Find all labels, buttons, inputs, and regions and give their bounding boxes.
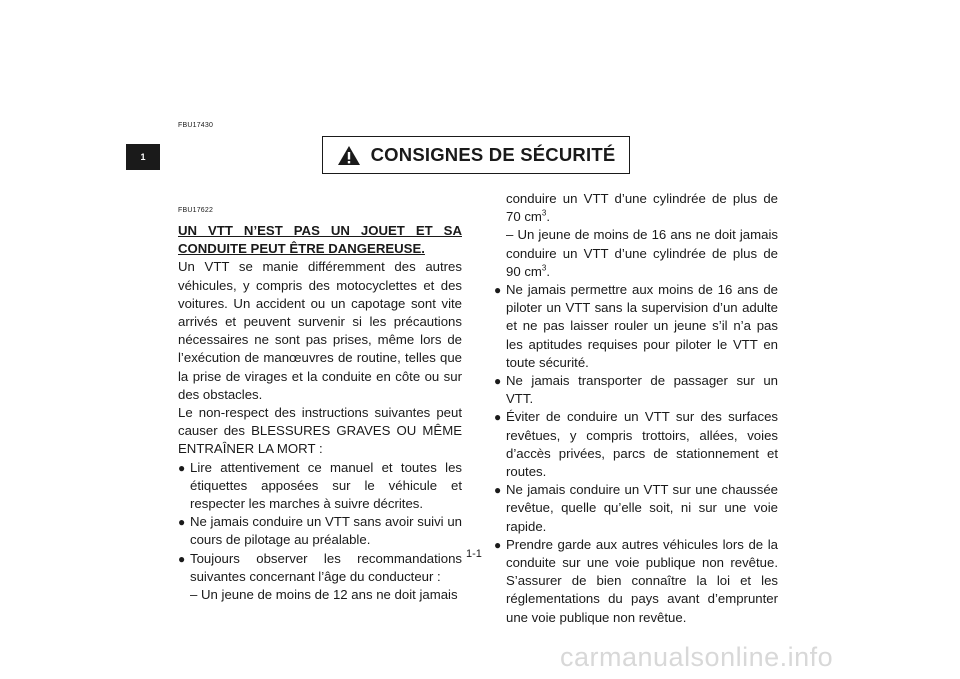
list-item: ● Ne jamais transporter de passager sur un VTT. (494, 373, 778, 407)
warning-heading: UN VTT N’EST PAS UN JOUET ET SA CONDUITE PEUT ÊTRE DANGEREUSE. (178, 223, 462, 257)
list-item: ● Ne jamais conduire un VTT sans avoir suivi un cours de pilotage au préalable. (178, 514, 462, 548)
left-column (178, 216, 462, 604)
bullet-icon: ● (494, 283, 502, 298)
bullet-icon: ● (494, 537, 502, 552)
list-item: ● Toujours observer les recommandations suivantes concernant l’âge du conducteur : (178, 550, 462, 584)
consequence-paragraph: Le non-respect des instructions suivantes peut causer des BLESSURES GRAVES OU MÊME ENTRAÎNER LA MORT : (178, 405, 462, 457)
list-item: ● Ne jamais permettre aux moins de 16 ans de piloter un VTT sans la supervision d’un adulte et ne pas laisser rouler un jeune s’il n’a pas les aptitudes requises pour piloter le VTT en toute sécurité. (494, 282, 778, 370)
section-title-box (322, 136, 630, 174)
section-code: FBU17430 (178, 122, 214, 129)
right-column (494, 190, 778, 627)
chapter-tab (126, 144, 160, 170)
list-item: ● Lire attentivement ce manuel et toutes les étiquettes apposées sur le véhicule et respecter les marches à suivre décrites. (178, 459, 462, 512)
age-rule-start: – Un jeune de moins de 12 ans ne doit jamais (190, 587, 458, 603)
page-title: CONSIGNES DE SÉCURITÉ (370, 144, 616, 165)
list-item: ● Éviter de conduire un VTT sur des surfaces revêtues, y compris trottoirs, allées, voies d’accès privées, parcs de stationnement et routes. (494, 409, 778, 480)
bullet-icon: ● (494, 374, 502, 389)
paragraph-code: FBU17622 (178, 207, 214, 214)
bullet-icon: ● (178, 460, 186, 475)
age-rule-end: conduire un VTT d’une cylindrée de plus de 70 $cm^3$. (506, 191, 778, 225)
bullet-icon: ● (178, 515, 186, 530)
bullet-icon: ● (494, 483, 502, 498)
watermark: carmanualsonline.info (560, 642, 834, 672)
list-item: ● Prendre garde aux autres véhicules lors de la conduite sur une voie publique non revêtue. S’assurer de bien connaître la loi et les réglementations du pays avant d’emprunter une voie publique non revêtue. (494, 536, 778, 625)
age-rule-16: – Un jeune de moins de 16 ans ne doit jamais conduire un VTT d’une cylindrée de plus de 90 $cm^3$. (506, 227, 778, 279)
page-number: 1-1 (466, 548, 482, 560)
bullet-icon: ● (494, 410, 502, 425)
bullet-icon: ● (178, 551, 186, 566)
list-item: ● Ne jamais conduire un VTT sur une chaussée revêtue, quelle qu’elle soit, ni sur une voie rapide. (494, 482, 778, 534)
chapter-number: 1 (140, 152, 146, 162)
intro-paragraph: Un VTT se manie différemment des autres véhicules, y compris des motocyclettes et des voitures. Un accident ou un capotage sont vite arrivés et peuvent survenir si les précautions nécessaires ne sont pas prises, même lors de l’exécution de manœuvres de routine, telles que la prise de virages et la conduite en côte ou sur des obstacles. (178, 259, 462, 402)
warning-triangle-icon (337, 145, 361, 166)
